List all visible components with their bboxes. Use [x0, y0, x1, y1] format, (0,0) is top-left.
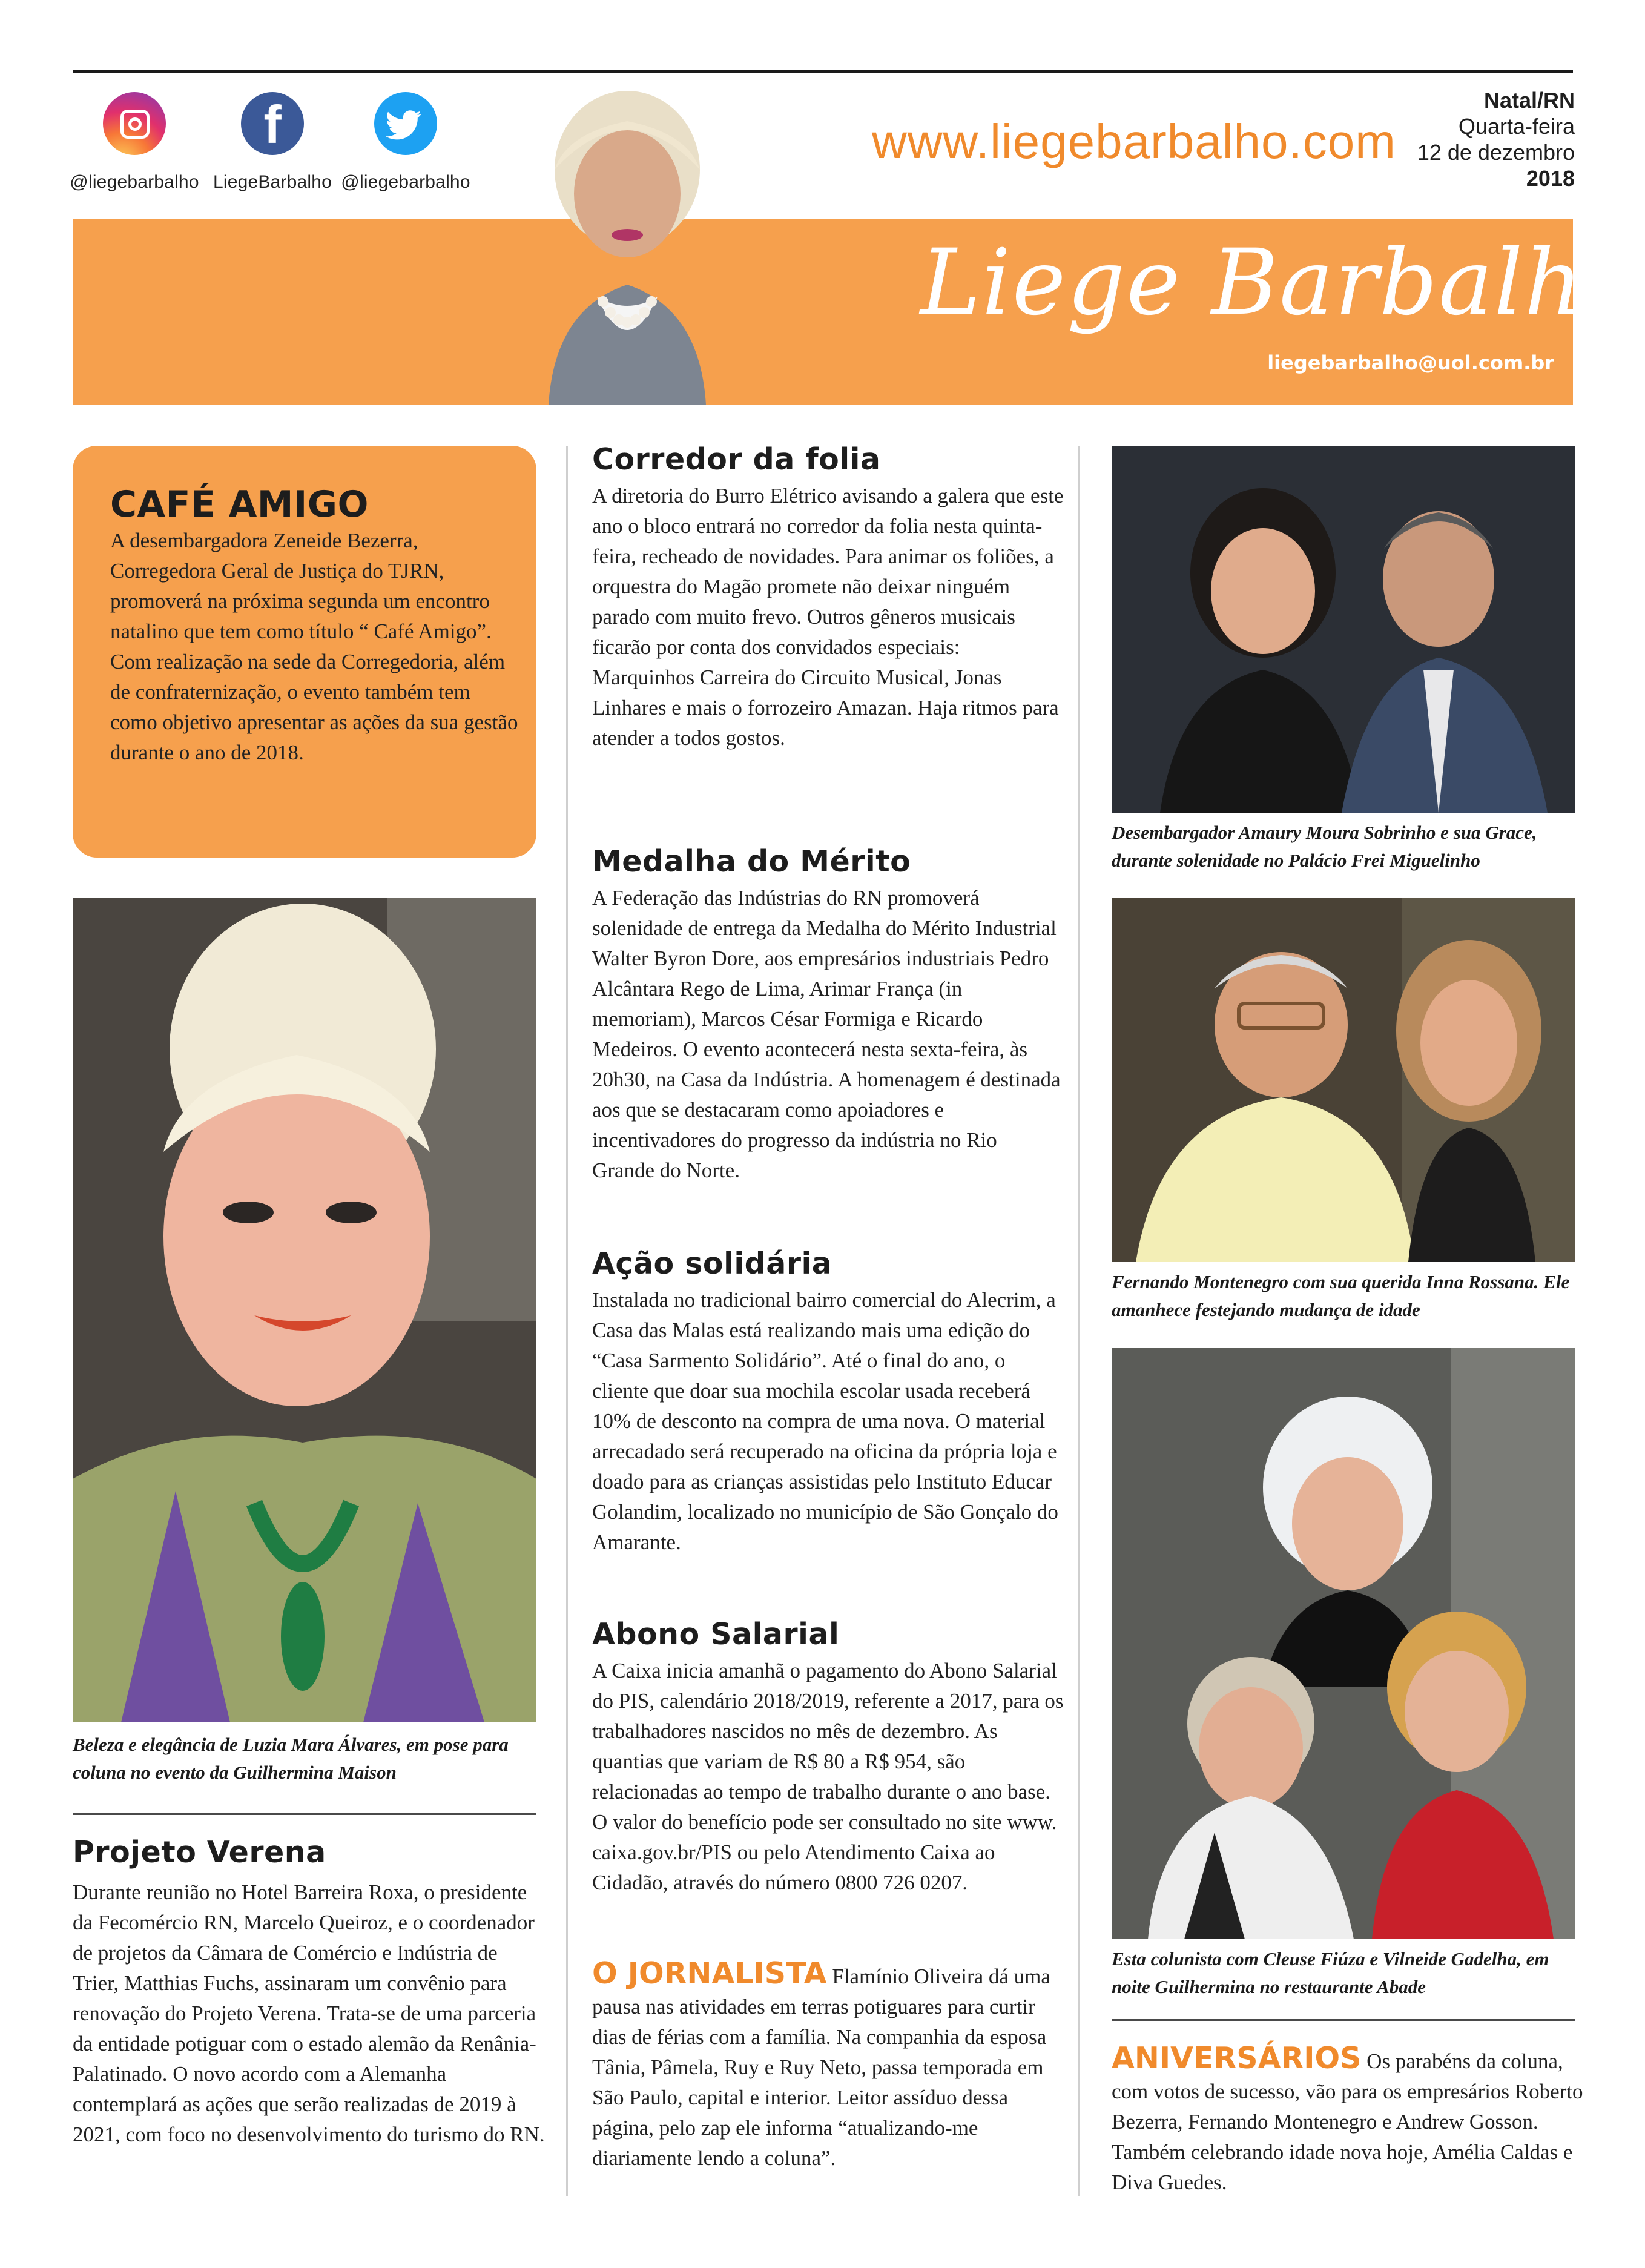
article-medalha-text: A Federação das Indústrias do RN promoverá solenidade de entrega da Medalha do Mérito Industrial Walter Byron Dore, aos empresários industriais Pedro Alcântara Rego de Lima, Arimar França (in memoriam), Marcos César Formiga e Ricardo Medeiros. O evento acontecerá nesta sexta-feira, às 20h30, na Casa da Indústria. A homenagem é destinada aos que se destacaram como apoiadores e incentivadores do progresso da indústria no Rio Grande do Norte. — [592, 886, 1061, 1182]
contact-email[interactable]: liegebarbalho@uol.com.br — [1267, 351, 1554, 374]
cafe-amigo-text: A desembargadora Zeneide Bezerra, Corregedora Geral de Justiça do TJRN, promoverá na próxima segunda um encontro natalino que tem como título “ Café Amigo”. Com realização na sede da Corregedoria, além de confraternização, o evento também tem como objetivo apresentar as ações da sua gestão durante o ano de 2018. — [110, 529, 518, 764]
aniversarios-lead: ANIVERSÁRIOS — [1112, 2041, 1362, 2075]
photo-luzia-mara — [73, 898, 536, 1722]
instagram-link[interactable] — [62, 92, 207, 193]
photo-amaury-caption: Desembargador Amaury Moura Sobrinho e sua Grace, durante solenidade no Palácio Frei Miguelinho — [1112, 822, 1537, 871]
instagram-icon — [103, 92, 166, 155]
article-medalha-title: Medalha do Mérito — [592, 844, 911, 879]
column-brand: Liege Barbalho — [920, 230, 1640, 336]
article-corredor-text: A diretoria do Burro Elétrico avisando a galera que este ano o bloco entrará no corredor da folia nesta quinta-feira, recheado de novidades. Para animar os foliões, a orquestra do Magão promete não deixar ninguém parado com muito frevo. Outros gêneros musicais ficarão por conta dos convidados especiais: Marquinhos Carreira do Circuito Musical, Jonas Linhares e mais o forrozeiro Amazan. Haja ritmos para atender a todos gostos. — [592, 484, 1064, 750]
projeto-verena-title: Projeto Verena — [73, 1835, 326, 1870]
twitter-handle: @liegebarbalho — [341, 172, 470, 192]
jornalista-note — [592, 1956, 1064, 2174]
edition-city: Natal/RN — [1483, 88, 1575, 113]
photo-fernando-caption: Fernando Montenegro com sua querida Inna Rossana. Ele amanhece festejando mudança de idade — [1112, 1271, 1570, 1320]
twitter-link[interactable] — [333, 92, 478, 193]
photo-fernando-inna — [1112, 898, 1575, 1262]
photo-colunista-cleuse-vilneide — [1112, 1348, 1575, 1939]
edition-weekday: Quarta-feira — [1458, 114, 1575, 139]
cafe-amigo-title: CAFÉ AMIGO — [110, 483, 369, 526]
article-acao-title: Ação solidária — [592, 1246, 832, 1281]
website-link[interactable]: www.liegebarbalho.com — [872, 114, 1396, 168]
photo-colunista-caption: Esta colunista com Cleuse Fiúza e Vilneide Gadelha, em noite Guilhermina no restaurante Abade — [1112, 1948, 1549, 1997]
facebook-icon: f — [241, 92, 304, 155]
column-divider-2 — [1078, 446, 1080, 2196]
column-divider-1 — [566, 446, 568, 2196]
jornalista-text: Flamínio Oliveira dá uma pausa nas atividades em terras potiguares para curtir dias de férias com a família. Na companhia da esposa Tânia, Pâmela, Ruy e Ruy Neto, passa temporada em São Paulo, capital e interior. Leitor assíduo dessa página, pelo zap ele informa “atualizando-me diariamente lendo a coluna”. — [592, 1965, 1050, 2170]
top-rule — [73, 70, 1573, 73]
photo-amaury-grace — [1112, 446, 1575, 813]
edition-year: 2018 — [1526, 166, 1575, 191]
edition-info — [1417, 87, 1575, 191]
columnist-portrait — [512, 79, 742, 405]
instagram-handle: @liegebarbalho — [70, 172, 199, 192]
facebook-handle: LiegeBarbalho — [213, 172, 332, 192]
article-abono-title: Abono Salarial — [592, 1617, 840, 1651]
section-rule-right — [1112, 2019, 1575, 2021]
aniversarios-note — [1112, 2043, 1584, 2198]
photo-luzia-caption: Beleza e elegância de Luzia Mara Álvares, em pose para coluna no evento da Guilhermina Maison — [73, 1734, 509, 1783]
section-rule-left — [73, 1813, 536, 1815]
projeto-verena-text: Durante reunião no Hotel Barreira Roxa, o presidente da Fecomércio RN, Marcelo Queiroz, e o coordenador de projetos da Câmara de Comércio e Indústria de Trier, Matthias Fuchs, assinaram um convênio para renovação do Projeto Verena. Trata-se de uma parceria da entidade potiguar com o estado alemão da Renânia-Palatinado. O novo acordo com a Alemanha contemplará as ações que serão realizadas de 2019 à 2021, com foco no desenvolvimento do turismo do RN. — [73, 1880, 545, 2146]
article-abono-text: A Caixa inicia amanhã o pagamento do Abono Salarial do PIS, calendário 2018/2019, referente a 2017, para os trabalhadores nascidos no mês de dezembro. As quantias que variam de R$ 80 a R$ 954, são relacionadas ao tempo de trabalho durante o ano base. O valor do benefício pode ser consultado no site www. caixa.gov.br/PIS ou pelo Atendimento Caixa ao Cidadão, através do número 0800 726 0207. — [592, 1659, 1064, 1894]
article-corredor-title: Corredor da folia — [592, 442, 881, 477]
aniversarios-text: Os parabéns da coluna, com votos de sucesso, vão para os empresários Roberto Bezerra, Fernando Montenegro e Andrew Gosson. Também celebrando idade nova hoje, Amélia Caldas e Diva Guedes. — [1112, 2049, 1583, 2194]
facebook-link[interactable] — [200, 92, 345, 193]
edition-date: 12 de dezembro — [1417, 140, 1575, 165]
jornalista-lead: O JORNALISTA — [592, 1956, 827, 1991]
article-acao-text: Instalada no tradicional bairro comercial do Alecrim, a Casa das Malas está realizando mais uma edição do “Casa Sarmento Solidário”. Até o final do ano, o cliente que doar sua mochila escolar usada receberá 10% de desconto na compra de uma nova. O material arrecadado será recuperado na oficina da própria loja e doado para as crianças assistidas pelo Instituto Educar Golandim, localizado no município de São Gonçalo do Amarante. — [592, 1288, 1058, 1554]
twitter-icon — [374, 92, 437, 155]
